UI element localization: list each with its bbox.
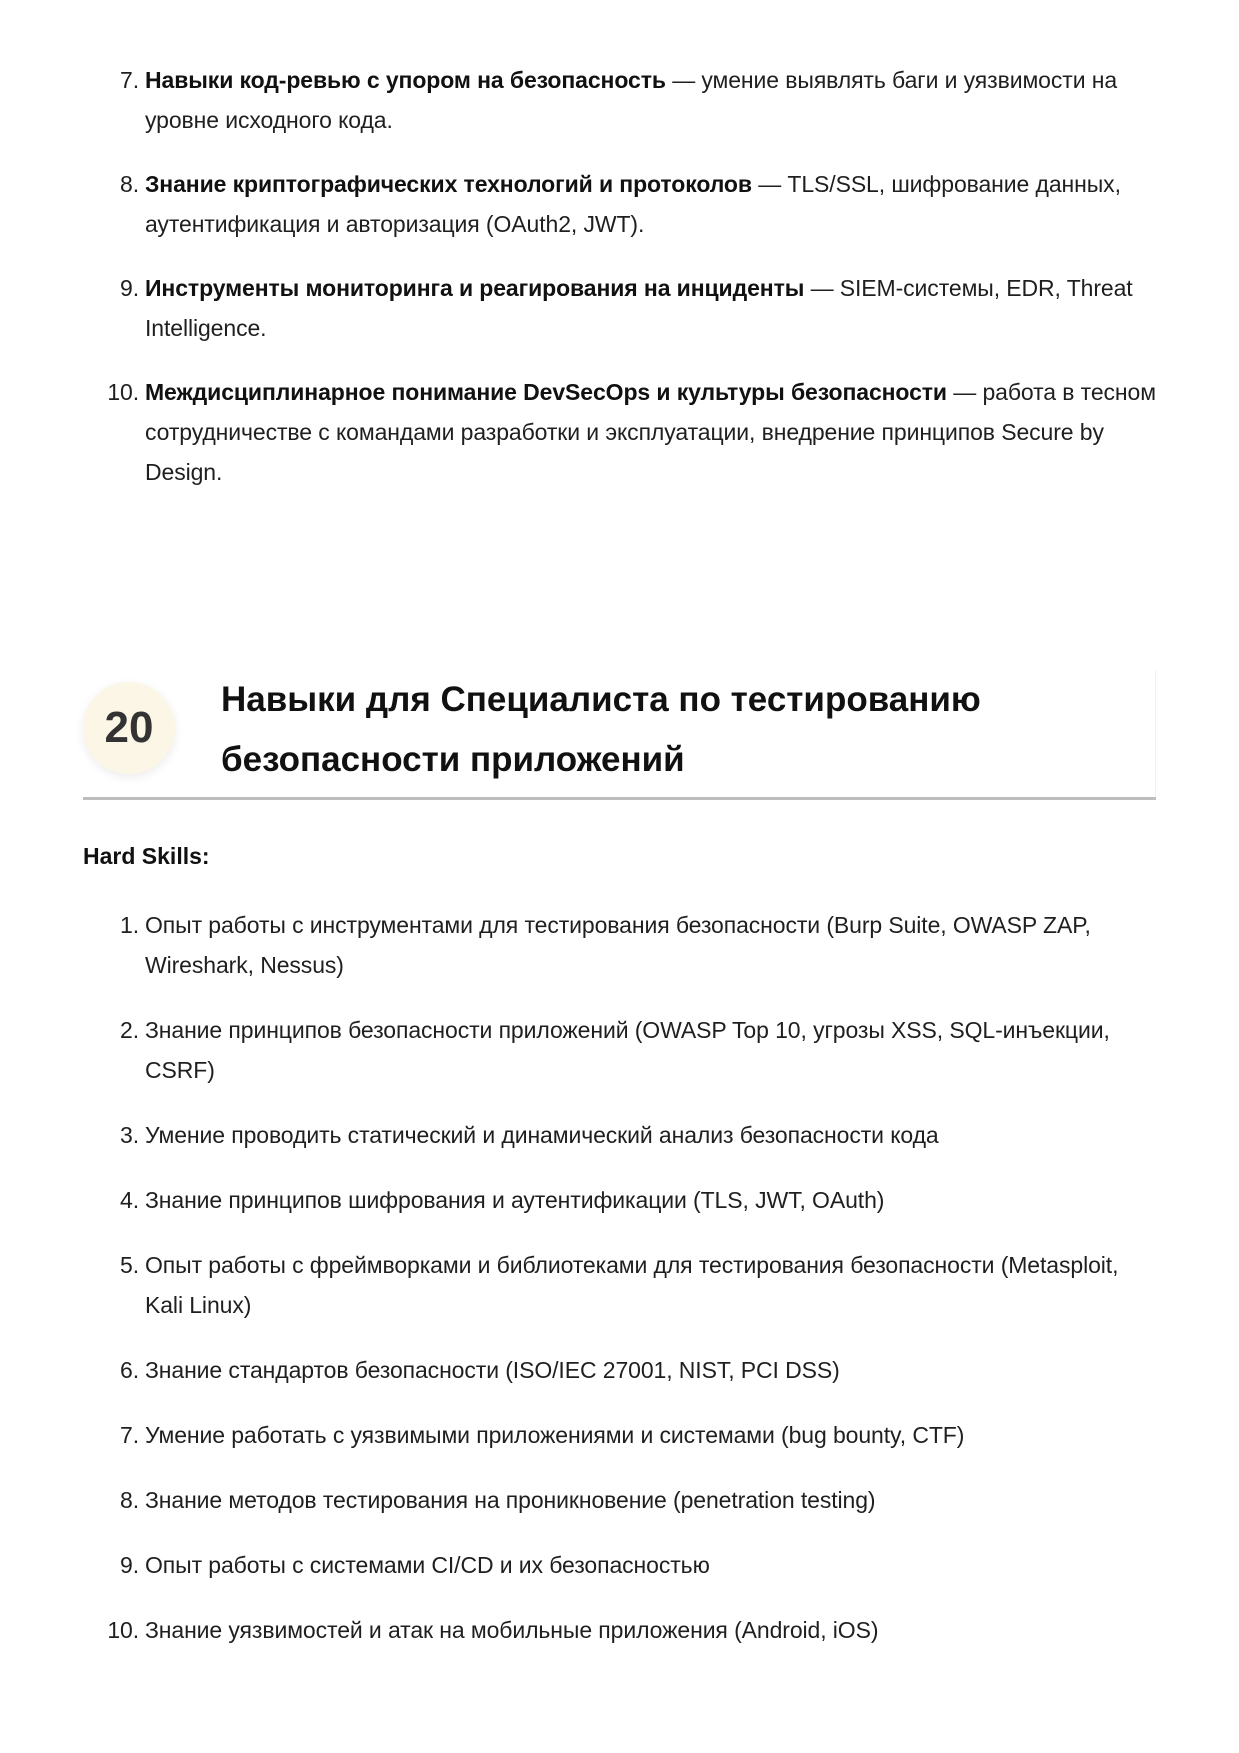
list-item xyxy=(83,1350,1158,1390)
item-text: Знание уязвимостей и атак на мобильные приложения (Android, iOS) xyxy=(145,1617,879,1643)
list-item xyxy=(83,1245,1158,1325)
item-text: — TLS/SSL, шифрование данных, аутентификация и авторизация (OAuth2, JWT). xyxy=(145,171,1121,237)
item-number: 4. xyxy=(120,1187,139,1213)
item-text: Опыт работы с фреймворками и библиотеками для тестирования безопасности (Metasploit, Kali Linux) xyxy=(145,1252,1119,1318)
hard-skills-heading: Hard Skills: xyxy=(83,843,210,869)
item-number: 1. xyxy=(120,912,139,938)
item-text: Умение работать с уязвимыми приложениями и системами (bug bounty, CTF) xyxy=(145,1422,965,1448)
list-item xyxy=(83,1610,1158,1650)
hard-skills-list xyxy=(83,905,1158,1675)
item-number: 6. xyxy=(120,1357,139,1383)
item-number: 5. xyxy=(120,1252,139,1278)
list-item xyxy=(83,905,1158,985)
section-header xyxy=(83,670,1156,800)
list-item xyxy=(83,268,1158,348)
item-text: Знание принципов шифрования и аутентификации (TLS, JWT, OAuth) xyxy=(145,1187,885,1213)
item-number: 8. xyxy=(120,1487,139,1513)
item-bold-title: Знание криптографических технологий и протоколов xyxy=(145,171,752,197)
item-bold-title: Инструменты мониторинга и реагирования на инциденты xyxy=(145,275,805,301)
item-number: 9. xyxy=(120,1552,139,1578)
list-item xyxy=(83,1545,1158,1585)
item-number: 2. xyxy=(120,1017,139,1043)
item-text: Знание методов тестирования на проникновение (penetration testing) xyxy=(145,1487,876,1513)
item-text: Умение проводить статический и динамический анализ безопасности кода xyxy=(145,1122,939,1148)
item-bold-title: Навыки код-ревью с упором на безопасность xyxy=(145,67,666,93)
list-item xyxy=(83,1180,1158,1220)
item-number: 3. xyxy=(120,1122,139,1148)
item-text: — умение выявлять баги и уязвимости на уровне исходного кода. xyxy=(145,67,1118,133)
list-item xyxy=(83,1415,1158,1455)
previous-skills-list xyxy=(83,60,1158,516)
section-divider xyxy=(83,797,1156,800)
section-number-badge: 20 xyxy=(83,682,175,774)
item-text: Опыт работы с системами CI/CD и их безопасностью xyxy=(145,1552,710,1578)
item-text: Опыт работы с инструментами для тестирования безопасности (Burp Suite, OWASP ZAP, Wireshark, Nessus) xyxy=(145,912,1091,978)
item-number: 7. xyxy=(120,1422,139,1448)
item-text: — работа в тесном сотрудничестве с командами разработки и эксплуатации, внедрение принципов Secure by Design. xyxy=(145,379,1156,485)
item-text: — SIEM-системы, EDR, Threat Intelligence. xyxy=(145,275,1133,341)
list-item xyxy=(83,1115,1158,1155)
item-text: Знание принципов безопасности приложений (OWASP Top 10, угрозы XSS, SQL-инъекции, CSRF) xyxy=(145,1017,1110,1083)
list-item xyxy=(83,60,1158,140)
item-number: 7. xyxy=(120,67,139,93)
section-title: Навыки для Специалиста по тестированию безопасности приложений xyxy=(221,680,981,779)
list-item xyxy=(83,1480,1158,1520)
item-number: 9. xyxy=(120,275,139,301)
item-text: Знание стандартов безопасности (ISO/IEC 27001, NIST, PCI DSS) xyxy=(145,1357,840,1383)
list-item xyxy=(83,1010,1158,1090)
item-number: 10. xyxy=(107,1617,139,1643)
item-number: 8. xyxy=(120,171,139,197)
list-item xyxy=(83,372,1158,492)
item-number: 10. xyxy=(107,379,139,405)
item-bold-title: Междисциплинарное понимание DevSecOps и культуры безопасности xyxy=(145,379,947,405)
list-item xyxy=(83,164,1158,244)
